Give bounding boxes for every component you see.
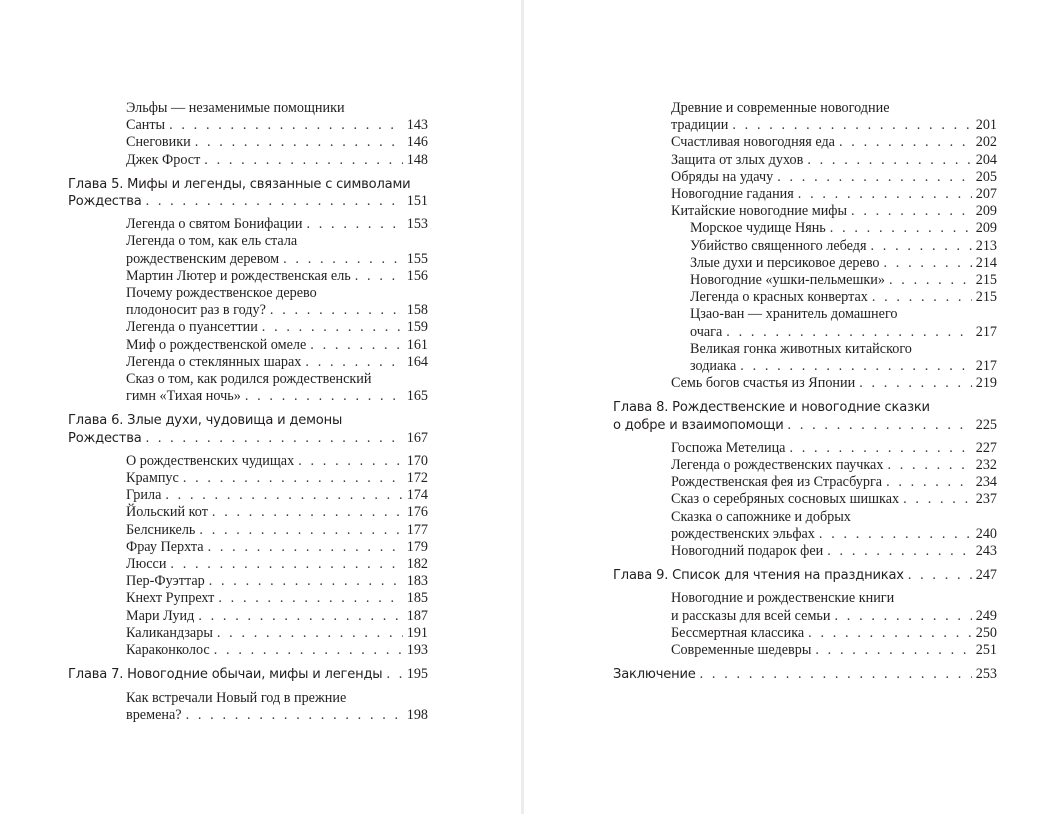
toc-entry-title: Современные шедевры <box>671 642 812 659</box>
toc-entry <box>613 238 997 255</box>
toc-entry-title: Морское чудище Нянь <box>690 220 826 237</box>
toc-entry-title: Глава 7. Новогодние обычаи, мифы и легенды <box>68 667 383 683</box>
toc-entry-title-line1: Эльфы — незаменимые помощники <box>126 100 345 116</box>
toc-entry-title: Счастливая новогодняя еда <box>671 134 835 151</box>
toc-page-number: 201 <box>975 117 997 134</box>
toc-page-number: 151 <box>406 193 428 210</box>
dot-leader <box>270 302 403 319</box>
toc-entry <box>68 152 428 169</box>
dot-leader <box>146 430 403 447</box>
toc-page-number: 170 <box>406 452 428 469</box>
toc-entry-title: Миф о рождественской омеле <box>126 336 307 353</box>
toc-page-number: 155 <box>406 250 428 267</box>
toc-entry <box>68 504 428 521</box>
toc-entry <box>68 337 428 354</box>
toc-page-number: 250 <box>975 624 997 641</box>
right-page <box>524 0 1045 814</box>
dot-leader <box>884 255 972 272</box>
toc-entry <box>68 608 428 625</box>
dot-leader <box>788 417 972 434</box>
toc-entry-title: Легенда о стеклянных шарах <box>126 353 302 370</box>
dot-leader <box>245 388 403 405</box>
toc-page-number: 213 <box>975 237 997 254</box>
toc-entry <box>613 543 997 560</box>
toc-page-number: 179 <box>406 538 428 555</box>
toc-entry-title: Легенда о святом Бонифации <box>126 216 303 233</box>
toc-page-number: 209 <box>975 203 997 220</box>
toc-entry-title: Новогодний подарок феи <box>671 543 824 560</box>
toc-entry <box>68 233 428 267</box>
dot-leader <box>732 117 971 134</box>
toc-entry <box>68 690 428 724</box>
toc-page-number: 253 <box>975 666 997 683</box>
toc-entry-title: Снеговики <box>126 134 191 151</box>
dot-leader <box>777 169 972 186</box>
toc-entry <box>613 272 997 289</box>
toc-entry <box>613 375 997 392</box>
dot-leader <box>830 220 972 237</box>
dot-leader <box>212 504 403 521</box>
dot-leader <box>889 272 972 289</box>
toc-entry <box>68 625 428 642</box>
toc-entry-title: Легенда о красных конвертах <box>690 289 868 306</box>
toc-entry-title-line1: Глава 6. Злые духи, чудовища и демоны <box>68 413 343 429</box>
toc-entry <box>68 590 428 607</box>
toc-entry-title: Люсси <box>126 556 167 573</box>
toc-entry-title: рождественским деревом <box>126 250 280 267</box>
toc-entry-title: Обряды на удачу <box>671 168 774 185</box>
toc-entry-title-line1: Почему рождественское дерево <box>126 285 317 302</box>
toc-entry-title: Караконколос <box>126 642 210 659</box>
toc-page-number: 198 <box>406 706 428 723</box>
toc-chapter <box>68 666 428 683</box>
toc-entry <box>68 268 428 285</box>
dot-leader <box>298 453 403 470</box>
toc-entry <box>613 134 997 151</box>
toc-page-number: 225 <box>975 416 997 433</box>
toc-page-number: 165 <box>406 388 428 405</box>
dot-leader <box>198 608 402 625</box>
toc-entry <box>68 522 428 539</box>
dot-leader <box>819 526 972 543</box>
dot-leader <box>807 152 971 169</box>
toc-entry <box>613 440 997 457</box>
toc-page-number: 183 <box>406 573 428 590</box>
toc-entry <box>613 289 997 306</box>
toc-page-number: 146 <box>406 134 428 151</box>
toc-entry-title: Кнехт Рупрехт <box>126 590 215 607</box>
toc-page-number: 219 <box>975 375 997 392</box>
toc-entry-title-line1: Глава 5. Мифы и легенды, связанные с символами <box>68 176 411 192</box>
toc-entry-title: Новогодние «ушки-пельмешки» <box>690 272 885 289</box>
dot-leader <box>839 134 972 151</box>
toc-page-number: 227 <box>975 439 997 456</box>
toc-entry <box>68 556 428 573</box>
toc-entry-title-line1: Сказ о том, как родился рождественский <box>126 371 372 388</box>
dot-leader <box>214 642 403 659</box>
toc-page-number: 237 <box>975 491 997 508</box>
toc-entry-title: Рождественская фея из Страсбурга <box>671 474 883 491</box>
toc-page-number: 172 <box>406 470 428 487</box>
toc-entry-title: О рождественских чудищах <box>126 452 295 469</box>
toc-chapter <box>613 666 997 683</box>
toc-page-number: 164 <box>406 353 428 370</box>
toc-page-number: 177 <box>406 521 428 538</box>
dot-leader <box>146 193 403 210</box>
toc-page-number: 209 <box>975 220 997 237</box>
toc-page-number: 204 <box>975 151 997 168</box>
dot-leader <box>310 337 402 354</box>
toc-chapter <box>613 567 997 584</box>
toc-page-number: 217 <box>975 323 997 340</box>
dot-leader <box>835 608 972 625</box>
toc-entry-title: зодиака <box>690 358 737 375</box>
toc-entry-title: о добре и взаимопомощи <box>613 417 784 433</box>
toc-entry <box>68 453 428 470</box>
toc-entry <box>613 152 997 169</box>
toc-entry <box>613 625 997 642</box>
dot-leader <box>217 625 403 642</box>
toc-entry-title: плодоносит раз в году? <box>126 302 266 319</box>
dot-leader <box>871 238 972 255</box>
toc-entry-title: Каликандзары <box>126 624 213 641</box>
toc-entry-title: гимн «Тихая ночь» <box>126 388 241 405</box>
toc-page-number: 174 <box>406 487 428 504</box>
dot-leader <box>355 268 403 285</box>
toc-entry-title: Злые духи и персиковое дерево <box>690 254 880 271</box>
dot-leader <box>386 666 402 683</box>
toc-entry-title-line1: Цзао-ван — хранитель домашнего <box>690 306 898 323</box>
toc-entry <box>613 306 997 340</box>
dot-leader <box>169 117 403 134</box>
toc-page-number: 249 <box>975 607 997 624</box>
toc-entry-title: и рассказы для всей семьи <box>671 607 831 624</box>
toc-entry-title: Бессмертная классика <box>671 624 805 641</box>
toc-entry-title: Легенда о рождественских паучках <box>671 457 884 474</box>
toc-entry <box>613 642 997 659</box>
toc-entry-title-line1: Великая гонка животных китайского <box>690 340 912 357</box>
toc-entry <box>613 203 997 220</box>
left-page <box>0 0 521 814</box>
toc-entry <box>613 491 997 508</box>
toc-entry-title-line1: Новогодние и рождественские книги <box>671 590 895 607</box>
toc-entry <box>68 642 428 659</box>
dot-leader <box>283 251 403 268</box>
toc-entry-title: Заключение <box>613 667 696 683</box>
toc-entry-title: Сказ о серебряных сосновых шишках <box>671 491 900 508</box>
toc-entry-title: Рождества <box>68 194 142 210</box>
toc-entry-title-line1: Как встречали Новый год в прежние <box>126 689 347 706</box>
toc-page-number: 185 <box>406 590 428 607</box>
toc-entry <box>68 100 428 134</box>
toc-entry-title: Защита от злых духов <box>671 151 804 168</box>
dot-leader <box>209 573 403 590</box>
toc-entry <box>68 319 428 336</box>
toc-page-number: 247 <box>975 567 997 584</box>
dot-leader <box>908 567 972 584</box>
toc-chapter <box>613 399 997 433</box>
dot-leader <box>859 375 972 392</box>
toc-page-number: 207 <box>975 186 997 203</box>
toc-entry <box>68 539 428 556</box>
dot-leader <box>199 522 402 539</box>
dot-leader <box>798 186 972 203</box>
toc-page-number: 148 <box>406 151 428 168</box>
toc-entry <box>68 354 428 371</box>
toc-page-number: 205 <box>975 168 997 185</box>
toc-entry-title: Пер-Фуэттар <box>126 573 205 590</box>
table-of-contents-left <box>68 100 428 724</box>
toc-entry-title: Мартин Лютер и рождественская ель <box>126 267 351 284</box>
toc-page-number: 143 <box>406 117 428 134</box>
dot-leader <box>186 707 403 724</box>
toc-page-number: 176 <box>406 504 428 521</box>
toc-page-number: 193 <box>406 642 428 659</box>
toc-entry-title: Йольский кот <box>126 504 208 521</box>
toc-entry <box>613 457 997 474</box>
toc-page-number: 214 <box>975 254 997 271</box>
toc-page-number: 158 <box>406 302 428 319</box>
dot-leader <box>815 642 971 659</box>
toc-entry <box>613 186 997 203</box>
toc-chapter <box>68 176 428 210</box>
dot-leader <box>183 470 403 487</box>
toc-entry-title: Новогодние гадания <box>671 186 794 203</box>
toc-page-number: 234 <box>975 474 997 491</box>
toc-entry <box>613 255 997 272</box>
toc-entry-title: Фрау Перхта <box>126 538 204 555</box>
toc-entry <box>613 341 997 375</box>
dot-leader <box>700 666 972 683</box>
toc-entry-title: Крампус <box>126 470 179 487</box>
toc-entry-title: Санты <box>126 117 166 134</box>
toc-page-number: 232 <box>975 457 997 474</box>
toc-entry-title: Грила <box>126 487 162 504</box>
toc-page-number: 251 <box>975 642 997 659</box>
toc-page-number: 191 <box>406 624 428 641</box>
dot-leader <box>195 134 403 151</box>
toc-entry-title: традиции <box>671 117 729 134</box>
toc-page-number: 187 <box>406 607 428 624</box>
toc-entry <box>68 470 428 487</box>
toc-page-number: 202 <box>975 134 997 151</box>
toc-entry <box>68 371 428 405</box>
dot-leader <box>306 216 402 233</box>
toc-entry <box>68 487 428 504</box>
toc-page-number: 159 <box>406 319 428 336</box>
toc-page-number: 153 <box>406 216 428 233</box>
toc-entry-title: Семь богов счастья из Японии <box>671 375 856 392</box>
toc-entry-title: Глава 9. Список для чтения на праздниках <box>613 568 904 584</box>
dot-leader <box>789 440 971 457</box>
dot-leader <box>740 358 971 375</box>
dot-leader <box>218 590 402 607</box>
dot-leader <box>827 543 971 560</box>
toc-entry-title: Китайские новогодние мифы <box>671 203 848 220</box>
toc-entry-title: Легенда о пуансеттии <box>126 319 258 336</box>
toc-entry <box>613 169 997 186</box>
toc-chapter <box>68 412 428 446</box>
toc-entry-title-line1: Глава 8. Рождественские и новогодние сказки <box>613 400 930 416</box>
toc-entry <box>613 509 997 543</box>
toc-entry-title-line1: Сказка о сапожнике и добрых <box>671 508 851 525</box>
toc-page-number: 240 <box>975 525 997 542</box>
toc-entry-title: Убийство священного лебедя <box>690 237 867 254</box>
table-of-contents-right <box>613 100 997 684</box>
dot-leader <box>170 556 402 573</box>
toc-entry <box>613 474 997 491</box>
toc-entry <box>613 590 997 624</box>
toc-entry <box>613 100 997 134</box>
dot-leader <box>851 203 972 220</box>
toc-page-number: 161 <box>406 336 428 353</box>
toc-entry <box>68 573 428 590</box>
toc-page-number: 167 <box>406 429 428 446</box>
toc-entry-title: Джек Фрост <box>126 151 201 168</box>
dot-leader <box>887 457 971 474</box>
dot-leader <box>305 354 402 371</box>
dot-leader <box>903 491 972 508</box>
dot-leader <box>886 474 972 491</box>
toc-entry-title-line1: Древние и современные новогодние <box>671 100 890 116</box>
toc-entry <box>68 134 428 151</box>
dot-leader <box>204 152 402 169</box>
toc-entry-title: Мари Луид <box>126 607 195 624</box>
dot-leader <box>165 487 402 504</box>
dot-leader <box>726 324 971 341</box>
toc-entry-title: Рождества <box>68 430 142 446</box>
toc-entry-title: рождественских эльфах <box>671 525 815 542</box>
toc-entry-title: очага <box>690 323 723 340</box>
toc-page-number: 215 <box>975 272 997 289</box>
toc-page-number: 195 <box>406 666 428 683</box>
toc-page-number: 215 <box>975 289 997 306</box>
toc-entry <box>613 220 997 237</box>
toc-entry-title: времена? <box>126 706 182 723</box>
toc-page-number: 243 <box>975 543 997 560</box>
toc-entry-title: Госпожа Метелица <box>671 439 786 456</box>
toc-entry <box>68 285 428 319</box>
dot-leader <box>208 539 403 556</box>
toc-page-number: 182 <box>406 556 428 573</box>
toc-entry <box>68 216 428 233</box>
toc-entry-title: Белсникель <box>126 521 196 538</box>
toc-entry-title-line1: Легенда о том, как ель стала <box>126 233 298 250</box>
toc-page-number: 156 <box>406 267 428 284</box>
dot-leader <box>872 289 972 306</box>
dot-leader <box>262 319 403 336</box>
toc-page-number: 217 <box>975 358 997 375</box>
dot-leader <box>808 625 972 642</box>
